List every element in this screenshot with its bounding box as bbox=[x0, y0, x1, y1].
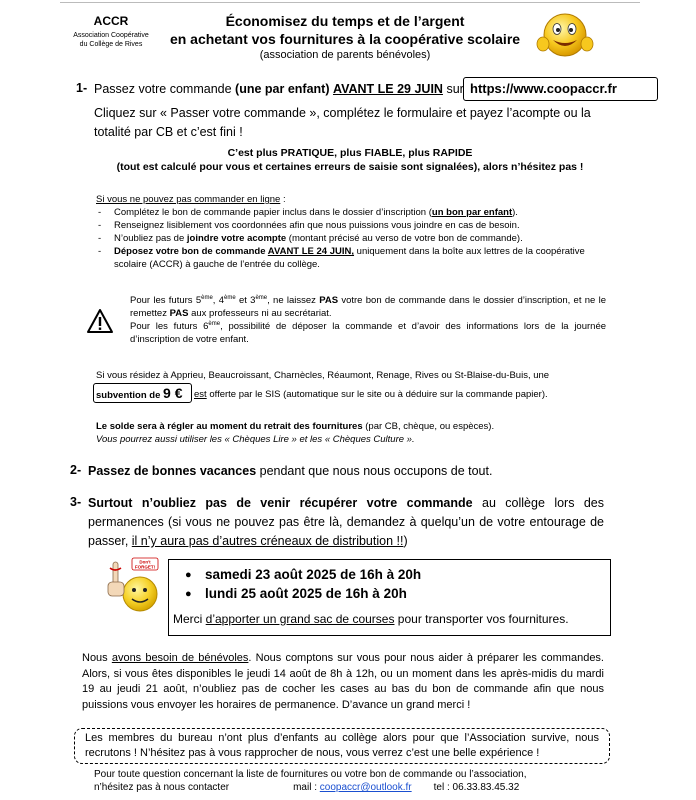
smiley-face-icon bbox=[536, 10, 594, 62]
title-line-3: (association de parents bénévoles) bbox=[259, 49, 431, 61]
list-item: - N’oubliez pas de joindre votre acompte (montant précisé au verso de votre bon de commande). bbox=[96, 232, 616, 245]
slogan-line-1: C’est plus PRATIQUE, plus FIABLE, plus RAPIDE bbox=[227, 147, 473, 159]
warning-icon bbox=[86, 308, 114, 334]
balance-line: Le solde sera à régler au moment du retrait des fournitures (par CB, chèque, ou espèces). bbox=[96, 421, 495, 432]
title-line-2: en achetant vos fournitures à la coopérative scolaire bbox=[169, 31, 521, 47]
page-title bbox=[160, 12, 530, 62]
paper-order-list bbox=[96, 206, 616, 271]
contact-line-1: Pour toute question concernant la liste de fournitures ou votre bon de commande ou l’association, bbox=[94, 769, 527, 780]
website-url[interactable]: https://www.coopaccr.fr bbox=[463, 77, 658, 101]
subsidy-badge bbox=[93, 383, 192, 403]
step-3-text: Surtout n’oubliez pas de venir récupérer votre commande au collège lors des permanences (si vous ne pouvez pas être là, demandez à quelqu’un de votre entourage de passer, il n’y aura pas d’autres créneaux de distribution !!) bbox=[88, 496, 605, 548]
sis-info-line: Si vous résidez à Apprieu, Beaucroissant, Charnècles, Réaumont, Renage, Rives ou St-Blaise-du-Buis, une bbox=[96, 370, 550, 381]
mail-label: mail : bbox=[293, 782, 320, 793]
recruitment-box: Les membres du bureau n’ont plus d’enfants au collège alors pour que l’Association survive, nous recrutons ! N’hésitez pas à vous rapprocher de nous, vous verrez c’est une belle expérience ! bbox=[74, 728, 610, 764]
step-1-one-per-child: (une par enfant) bbox=[235, 82, 330, 96]
step-1-line-1 bbox=[94, 80, 464, 99]
sis-rest: offerte par le SIS (automatique sur le site ou à déduire sur la commande papier). bbox=[206, 389, 548, 400]
org-header bbox=[66, 14, 156, 49]
paper-order-heading-text: Si vous ne pouvez pas commander en ligne bbox=[96, 194, 281, 205]
paper-order-heading-colon: : bbox=[280, 194, 286, 205]
org-subtitle-2: du Collège de Rives bbox=[79, 41, 143, 48]
step-2-number: 2- bbox=[70, 463, 82, 477]
subsidy-amount: 9 € bbox=[163, 385, 183, 401]
bag-reminder: Merci d’apporter un grand sac de courses pour transporter vos fournitures. bbox=[173, 612, 569, 626]
paper-order-heading bbox=[96, 193, 286, 206]
cheques-line: Vous pourrez aussi utiliser les « Chèques Lire » et les « Chèques Culture ». bbox=[96, 434, 415, 445]
slogan bbox=[90, 146, 610, 174]
list-item: - Renseignez lisiblement vos coordonnées afin que nous puissions vous joindre en cas de besoin. bbox=[96, 219, 616, 232]
warning-paragraph-1: Pour les futurs 5ème, 4ème et 3ème, ne laissez PAS votre bon de commande dans le dossier d’inscription, et ne le remettez PAS aux professeurs ni au secrétariat. bbox=[130, 294, 607, 319]
title-line-1: Économisez du temps et de l’argent bbox=[225, 13, 465, 29]
step-1-deadline: AVANT LE 29 JUIN bbox=[332, 82, 443, 96]
contact-info bbox=[94, 768, 614, 794]
email-link[interactable]: coopaccr@outlook.fr bbox=[319, 782, 412, 793]
date-2: ● lundi 25 août 2025 de 16h à 20h bbox=[185, 585, 407, 603]
sis-est: est bbox=[194, 389, 207, 400]
top-rule bbox=[60, 2, 640, 3]
org-subtitle-1: Association Coopérative bbox=[73, 32, 149, 39]
dont-forget-smiley-icon bbox=[102, 556, 164, 614]
sis-info-cont bbox=[194, 388, 548, 401]
distribution-dates-box bbox=[168, 559, 611, 636]
balance-info bbox=[96, 420, 616, 446]
step-1-text: Passez votre commande bbox=[94, 82, 236, 96]
volunteers-paragraph: Nous avons besoin de bénévoles. Nous comptons sur vous pour nous aider à préparer les commandes. Alors, si vous êtes disponibles le jeudi 14 août de 8h à 12h, ou un moment dans les après-midis du mardi 19 au jeudi 21 août, n’oubliez pas de cocher les cases au bas du bon de commande afin que nous puissions vous envoyer les horaires de permanence. D’avance un grand merci ! bbox=[82, 652, 604, 711]
list-item: - Complétez le bon de commande papier inclus dans le dossier d’inscription (un bon par enfant). bbox=[96, 206, 616, 219]
step-1-on: sur bbox=[442, 82, 464, 96]
step-1-instructions: Cliquez sur « Passer votre commande », complétez le formulaire et payez l’acompte ou la totalité par CB et c’est fini ! bbox=[94, 106, 591, 139]
warning-text bbox=[130, 294, 606, 346]
date-1: ● samedi 23 août 2025 de 16h à 20h bbox=[185, 566, 421, 584]
step-3-number: 3- bbox=[70, 495, 82, 509]
step-1-number: 1- bbox=[76, 81, 88, 95]
slogan-line-2: (tout est calculé pour vous et certaines erreurs de saisie sont signalées), alors n’hésitez pas ! bbox=[116, 161, 584, 173]
svg-text:Don't: Don't bbox=[139, 559, 151, 565]
subsidy-label: subvention de bbox=[96, 390, 164, 401]
warning-paragraph-2: Pour les futurs 6ème, possibilité de déposer la commande et d’avoir des informations lors de la journée d’inscription de votre enfant. bbox=[130, 320, 607, 345]
contact-invite: n’hésitez pas à nous contacter bbox=[94, 782, 230, 793]
contact-line-2 bbox=[94, 781, 614, 794]
phone-number: tel : 06.33.83.45.32 bbox=[433, 782, 520, 793]
org-name: ACCR bbox=[93, 14, 129, 28]
svg-text:FORGET!: FORGET! bbox=[134, 564, 156, 570]
list-item: - Déposez votre bon de commande AVANT LE 24 JUIN, uniquement dans la boîte aux lettres de la coopérative scolaire (ACCR) à gauche de l’entrée du collège. bbox=[96, 245, 616, 271]
step-2-text: Passez de bonnes vacances pendant que nous nous occupons de tout. bbox=[88, 464, 493, 478]
